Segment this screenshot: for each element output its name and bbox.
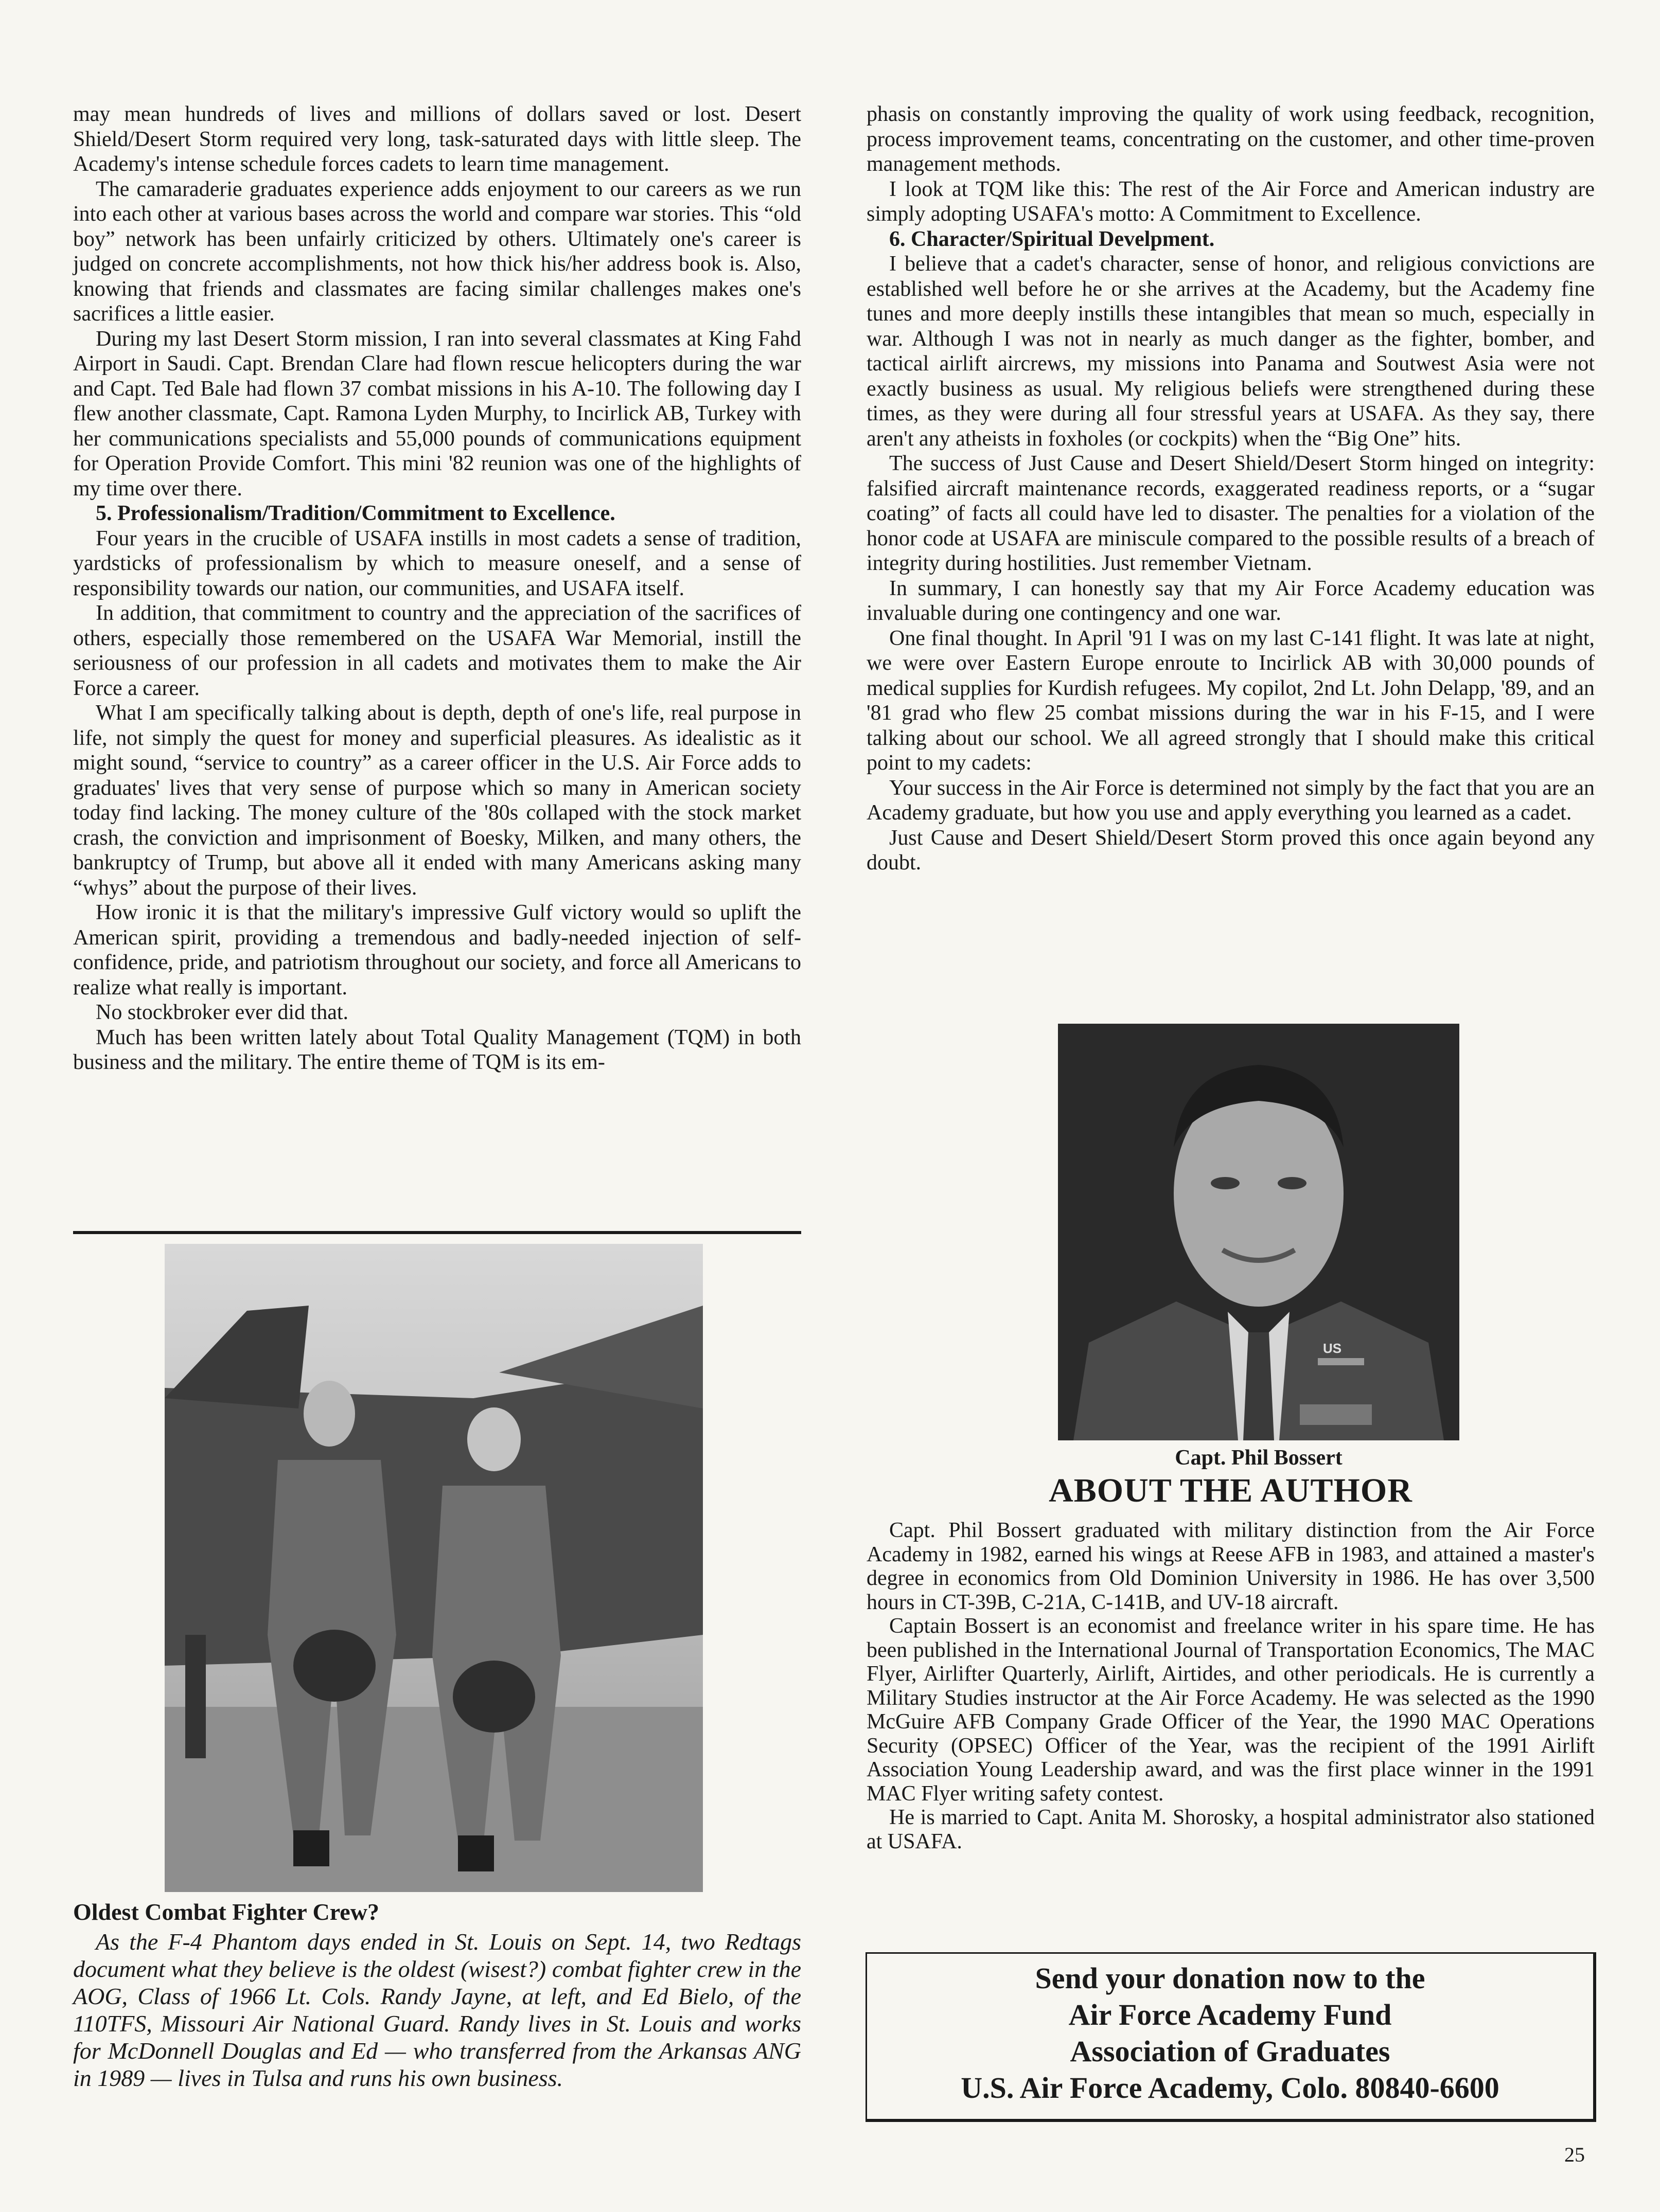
donation-box xyxy=(866,1952,1596,2122)
paragraph: I believe that a cadet's character, sense of honor, and religious convictions are established well before he or she arrives at the Academy, but the Academy fine tunes and more deeply instills these intangibles that mean so much, especially in war. Although I was not in nearly as much danger as the fighter, bomber, and tactical airlift aircrews, my missions into Panama and Soutwest Asia were not exactly business as usual. My religious beliefs were strengthened during these times, as they were during all four stressful years at USAFA. As they say, there aren't any atheists in foxholes (or cockpits) when the “Big One” hits. xyxy=(867,252,1595,451)
photo-caption-text: As the F-4 Phantom days ended in St. Louis on Sept. 14, two Redtags document what they believe is the oldest (wisest?) combat fighter crew in the AOG, Class of 1966 Lt. Cols. Randy Jayne, at left, and Ed Bielo, of the 110TFS, Missouri Air National Guard. Randy lives in St. Louis and works for McDonnell Douglas and Ed — who transferred from the Arkansas ANG in 1989 — lives in Tulsa and runs his own business. xyxy=(73,1929,801,2091)
paragraph: Your success in the Air Force is determined not simply by the fact that you are an Academy graduate, but how you use and apply everything you learned as a cadet. xyxy=(867,776,1595,825)
paragraph: phasis on constantly improving the quality of work using feedback, recognition, process improvement teams, concentrating on the customer, and other time-proven management methods. xyxy=(867,102,1595,176)
photo-caption-title: Oldest Combat Fighter Crew? xyxy=(73,1899,379,1925)
paragraph: The success of Just Cause and Desert Shield/Desert Storm hinged on integrity: falsified aircraft maintenance records, exaggerated readiness reports, or a “sugar coating” of facts all could have led to disaster. The penalties for a violation of the honor code at USAFA are miniscule compared to the possible results of a breach of integrity during hostilities. Just remember Vietnam. xyxy=(867,452,1595,575)
donation-line: Association of Graduates xyxy=(1070,2035,1390,2068)
paragraph: may mean hundreds of lives and millions of dollars saved or lost. Desert Shield/Desert Storm required very long, task-saturated days with little sleep. The Academy's intense schedule forces cadets to learn time management. xyxy=(73,102,801,176)
paragraph: Captain Bossert is an economist and freelance writer in his spare time. He has been published in the International Journal of Transportation Economics, The MAC Flyer, Airlifter Quarterly, Airlift, Airtides, and other periodicals. He is currently a Military Studies instructor at the Air Force Academy. He was selected as the 1990 McGuire AFB Company Grade Officer of the Year, the 1990 MAC Operations Security (OPSEC) Officer of the Year, was the recipient of the 1991 Airlift Association Young Leadership award, and was the first place winner in the 1991 MAC Flyer writing safety contest. xyxy=(867,1614,1595,1806)
page-number: 25 xyxy=(1564,2143,1585,2166)
author-name-caption: Capt. Phil Bossert xyxy=(1175,1446,1343,1470)
paragraph: Much has been written lately about Total Quality Management (TQM) in both business and the military. The entire theme of TQM is its em- xyxy=(73,1025,801,1074)
paragraph: No stockbroker ever did that. xyxy=(96,1001,349,1024)
paragraph: He is married to Capt. Anita M. Shorosky, a hospital administrator also stationed at USAFA. xyxy=(867,1806,1595,1853)
paragraph: Just Cause and Desert Shield/Desert Storm proved this once again beyond any doubt. xyxy=(867,826,1595,875)
paragraph: How ironic it is that the military's impressive Gulf victory would so uplift the American spirit, providing a tremendous and badly-needed injection of self-confidence, pride, and patriotism throughout our society, and force all Americans to realize what really is important. xyxy=(73,901,801,1000)
section-divider xyxy=(73,1231,801,1234)
right-article-column xyxy=(867,102,1595,876)
paragraph: What I am specifically talking about is depth, depth of one's life, real purpose in life, not simply the quest for money and superficial pleasures. As idealistic as it might sound, “service to country” as a career officer in the U.S. Air Force adds to graduates' lives that very sense of purpose which so many in American society today find lacking. The money culture of the '80s collaped with the stock market crash, the conviction and imprisonment of Boesky, Milken, and many others, the bankruptcy of Trump, but above all it ended with many Americans asking many “whys” about the purpose of their lives. xyxy=(73,701,801,900)
left-article-column xyxy=(73,102,801,1075)
paragraph: One final thought. In April '91 I was on my last C-141 flight. It was late at night, we were over Eastern Europe enroute to Incirlick AB with 30,000 pounds of medical supplies for Kurdish refugees. My copilot, 2nd Lt. John Delapp, '89, and an '81 grad who flew 25 combat missions during the war in his F-15, and I were talking about our school. We all agreed strongly that I should make this critical point to my cadets: xyxy=(867,626,1595,775)
paragraph: In addition, that commitment to country and the appreciation of the sacrifices of others, especially those remembered on the USAFA War Memorial, instill the seriousness of our profession in all cadets and motivates them to make the Air Force a career. xyxy=(73,601,801,700)
donation-line: Air Force Academy Fund xyxy=(1068,1998,1392,2031)
section-heading: 6. Character/Spiritual Develpment. xyxy=(889,227,1215,251)
donation-line: Send your donation now to the xyxy=(1035,1961,1425,1995)
paragraph: I look at TQM like this: The rest of the Air Force and American industry are simply adopting USAFA's motto: A Commitment to Excellence. xyxy=(867,177,1595,226)
paragraph: Four years in the crucible of USAFA instills in most cadets a sense of tradition, yardsticks of professionalism by which to measure oneself, and a sense of responsibility towards our nation, our communities, and USAFA itself. xyxy=(73,526,801,600)
paragraph: The camaraderie graduates experience adds enjoyment to our careers as we run into each other at various bases across the world and compare war stories. This “old boy” network has been unfairly criticized by others. Ultimately one's career is judged on concrete accomplishments, not how thick his/her address book is. Also, knowing that friends and classmates are facing similar challenges makes one's sacrifices a little easier. xyxy=(73,177,801,326)
paragraph: During my last Desert Storm mission, I ran into several classmates at King Fahd Airport in Saudi. Capt. Brendan Clare had flown rescue helicopters during the war and Capt. Ted Bale had flown 37 combat missions in his A-10. The following day I flew another classmate, Capt. Ramona Lyden Murphy, to Incirlick AB, Turkey with her communications specialists and 55,000 pounds of communications equipment for Operation Provide Comfort. This mini '82 reunion was one of the highlights of my time over there. xyxy=(73,327,801,501)
author-portrait xyxy=(1058,1024,1459,1440)
uniform-insignia: US xyxy=(1323,1341,1342,1356)
paragraph: Capt. Phil Bossert graduated with military distinction from the Air Force Academy in 1982, earned his wings at Reese AFB in 1983, and attained a master's degree in economics from Old Dominion University in 1986. He has over 3,500 hours in CT-39B, C-21A, C-141B, and UV-18 aircraft. xyxy=(867,1519,1595,1614)
about-the-author-text xyxy=(867,1519,1595,1853)
paragraph: In summary, I can honestly say that my Air Force Academy education was invaluable during one contingency and one war. xyxy=(867,576,1595,625)
fighter-crew-photo xyxy=(165,1244,703,1892)
donation-address: U.S. Air Force Academy, Colo. 80840-6600 xyxy=(961,2071,1499,2104)
section-heading: 5. Professionalism/Tradition/Commitment to Excellence. xyxy=(96,502,615,525)
about-the-author-heading: ABOUT THE AUTHOR xyxy=(1049,1472,1412,1509)
